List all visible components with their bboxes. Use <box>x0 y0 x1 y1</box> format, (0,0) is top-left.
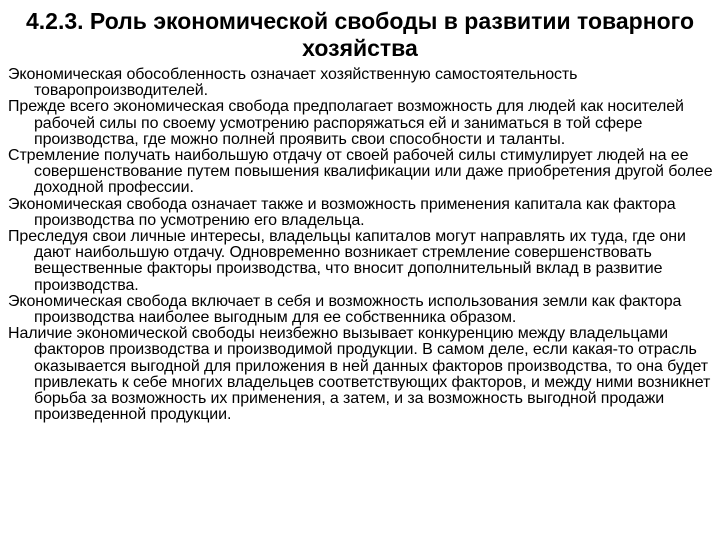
paragraph-labor-improvement: Стремление получать наибольшую отдачу от своей рабочей силы стимулирует людей на ее совершенствование путем повышения квалификации или даже приобретения другой более доходной профессии. <box>8 147 713 197</box>
paragraph-capital-freedom: Экономическая свобода означает также и возможность применения капитала как фактора производства по усмотрению его владельца. <box>8 195 676 229</box>
slide-title: 4.2.3. Роль экономической свободы в развитии товарного хозяйства <box>26 8 694 61</box>
slide-body <box>8 67 714 423</box>
paragraph-economic-separation: Экономическая обособленность означает хозяйственную самостоятельность товаропроизводителей. <box>8 66 578 100</box>
paragraph-competition: Наличие экономической свободы неизбежно вызывает конкуренцию между владельцами факторов производства и производимой продукции. В самом деле, если какая-то отрасль оказывается выгодной для приложения в ней данных факторов производства, то она будет привлекать к себе многих владельцев соответствующих факторов, и между ними возникнет борьба за возможность их применения, а затем, и за возможность выгодной продажи произведенной продукции. <box>8 325 711 424</box>
paragraph-capital-allocation: Преследуя свои личные интересы, владельцы капиталов могут направлять их туда, где они дают наибольшую отдачу. Одновременно возникает стремление совершенствовать вещественные факторы производства, что вносит дополнительный вклад в развитие производства. <box>8 228 686 294</box>
paragraph-land-freedom: Экономическая свобода включает в себя и возможность использования земли как фактора производства наиболее выгодным для ее собственника образом. <box>8 292 682 327</box>
paragraph-labor-freedom: Прежде всего экономическая свобода предполагает возможность для людей как носителей рабочей силы по своему усмотрению распоряжаться ей и заниматься в той сфере производства, где можно полней проявить свои способности и таланты. <box>8 98 684 148</box>
